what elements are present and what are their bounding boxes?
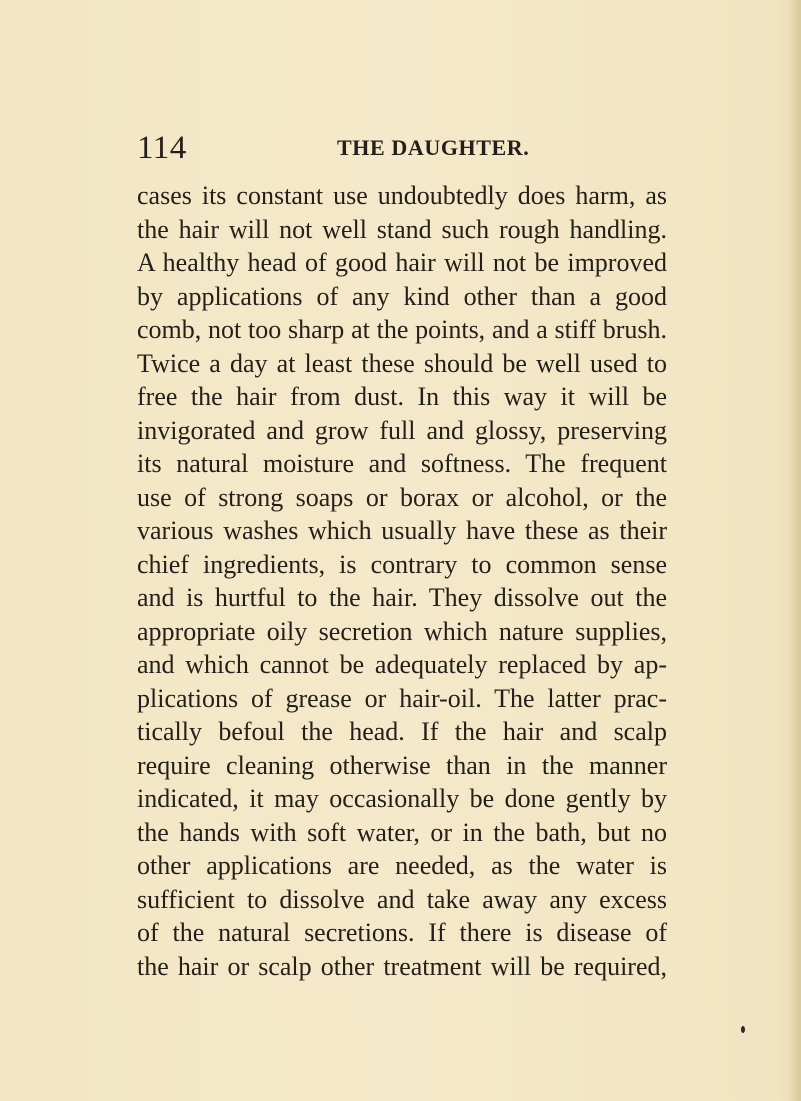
text-line: free the hair from dust. In this way it will be: [137, 382, 667, 411]
text-line: by applications of any kind other than a good: [137, 281, 667, 311]
text-line: indicated, it may occasionally be done gently by: [137, 784, 667, 813]
running-head: [0, 128, 801, 168]
text-line: cases its constant use undoubtedly does harm, as: [137, 181, 667, 210]
text-line: appropriate oily secretion which nature supplies,: [137, 616, 667, 646]
text-line: the hair will not well stand such rough handling.: [137, 214, 667, 244]
body-text: [137, 179, 667, 983]
text-line: chief ingredients, is contrary to common sense: [137, 549, 667, 579]
text-line: tically befoul the head. If the hair and scalp: [137, 717, 667, 746]
running-title: THE DAUGHTER.: [337, 135, 530, 160]
text-line: use of strong soaps or borax or alcohol, or the: [137, 482, 667, 512]
text-line: its natural moisture and softness. The frequent: [137, 449, 667, 478]
text-line: sufficient to dissolve and take away any excess: [137, 884, 667, 914]
text-line: A healthy head of good hair will not be improved: [137, 248, 667, 277]
ink-speck: [741, 1026, 745, 1033]
text-line: other applications are needed, as the water is: [137, 851, 667, 880]
text-line: various washes which usually have these as their: [137, 516, 667, 545]
text-line: plications of grease or hair-oil. The latter prac-: [137, 683, 667, 713]
text-line: comb, not too sharp at the points, and a stiff brush.: [137, 315, 667, 344]
text-line: invigorated and grow full and glossy, preserving: [137, 415, 667, 445]
text-line: of the natural secretions. If there is disease of: [137, 918, 667, 947]
text-line: the hands with soft water, or in the bath, but no: [137, 817, 667, 847]
text-line: and is hurtful to the hair. They dissolve out the: [137, 583, 667, 612]
text-line: Twice a day at least these should be well used to: [137, 348, 667, 378]
text-line: require cleaning otherwise than in the manner: [137, 750, 667, 780]
text-line: and which cannot be adequately replaced by ap-: [137, 650, 667, 679]
page-number: 114: [137, 130, 187, 166]
text-line: the hair or scalp other treatment will be required,: [137, 951, 667, 981]
